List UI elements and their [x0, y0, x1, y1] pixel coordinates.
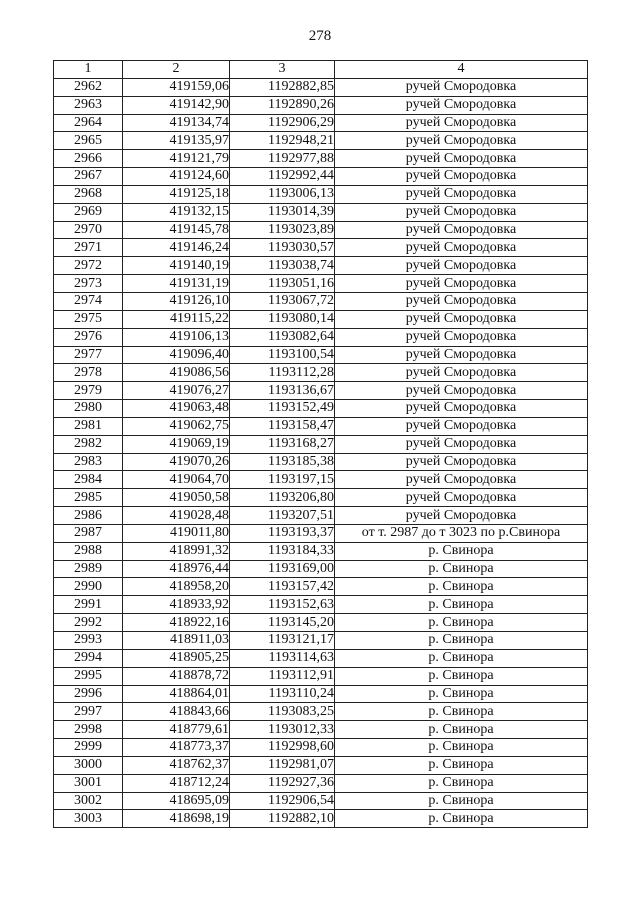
y-coordinate-cell: 1193114,63 — [230, 649, 335, 667]
point-number-cell: 2984 — [54, 471, 123, 489]
x-coordinate-cell: 419086,56 — [123, 364, 230, 382]
point-number-cell: 2965 — [54, 132, 123, 150]
description-cell: ручей Смородовка — [335, 78, 588, 96]
point-number-cell: 2977 — [54, 346, 123, 364]
x-coordinate-cell: 419063,48 — [123, 400, 230, 418]
y-coordinate-cell: 1193136,67 — [230, 382, 335, 400]
x-coordinate-cell: 419140,19 — [123, 257, 230, 275]
header-col-1: 1 — [54, 61, 123, 79]
table-row — [54, 721, 588, 739]
y-coordinate-cell: 1193082,64 — [230, 328, 335, 346]
description-cell: р. Свинора — [335, 667, 588, 685]
table-row — [54, 96, 588, 114]
table-row — [54, 792, 588, 810]
table-row — [54, 132, 588, 150]
description-cell: р. Свинора — [335, 792, 588, 810]
point-number-cell: 2964 — [54, 114, 123, 132]
point-number-cell: 2969 — [54, 203, 123, 221]
x-coordinate-cell: 418991,32 — [123, 542, 230, 560]
y-coordinate-cell: 1193112,91 — [230, 667, 335, 685]
description-cell: ручей Смородовка — [335, 221, 588, 239]
y-coordinate-cell: 1193110,24 — [230, 685, 335, 703]
table-row — [54, 667, 588, 685]
table-row — [54, 810, 588, 828]
point-number-cell: 2970 — [54, 221, 123, 239]
point-number-cell: 2990 — [54, 578, 123, 596]
description-cell: ручей Смородовка — [335, 132, 588, 150]
y-coordinate-cell: 1193168,27 — [230, 435, 335, 453]
point-number-cell: 2989 — [54, 560, 123, 578]
x-coordinate-cell: 418762,37 — [123, 756, 230, 774]
description-cell: ручей Смородовка — [335, 489, 588, 507]
point-number-cell: 2988 — [54, 542, 123, 560]
y-coordinate-cell: 1193193,37 — [230, 524, 335, 542]
table-row — [54, 739, 588, 757]
x-coordinate-cell: 419126,10 — [123, 292, 230, 310]
point-number-cell: 2974 — [54, 292, 123, 310]
table-row — [54, 614, 588, 632]
description-cell: р. Свинора — [335, 721, 588, 739]
point-number-cell: 2978 — [54, 364, 123, 382]
point-number-cell: 2975 — [54, 310, 123, 328]
table-row — [54, 221, 588, 239]
y-coordinate-cell: 1193051,16 — [230, 275, 335, 293]
point-number-cell: 2972 — [54, 257, 123, 275]
point-number-cell: 2994 — [54, 649, 123, 667]
point-number-cell: 2985 — [54, 489, 123, 507]
description-cell: ручей Смородовка — [335, 257, 588, 275]
description-cell: ручей Смородовка — [335, 239, 588, 257]
y-coordinate-cell: 1193067,72 — [230, 292, 335, 310]
description-cell: р. Свинора — [335, 756, 588, 774]
x-coordinate-cell: 419115,22 — [123, 310, 230, 328]
y-coordinate-cell: 1193207,51 — [230, 507, 335, 525]
table-row — [54, 524, 588, 542]
x-coordinate-cell: 419135,97 — [123, 132, 230, 150]
point-number-cell: 2993 — [54, 632, 123, 650]
point-number-cell: 2968 — [54, 185, 123, 203]
y-coordinate-cell: 1192998,60 — [230, 739, 335, 757]
y-coordinate-cell: 1192977,88 — [230, 150, 335, 168]
description-cell: ручей Смородовка — [335, 292, 588, 310]
x-coordinate-cell: 418911,03 — [123, 632, 230, 650]
table-row — [54, 453, 588, 471]
table-row — [54, 292, 588, 310]
y-coordinate-cell: 1193030,57 — [230, 239, 335, 257]
table-row — [54, 507, 588, 525]
point-number-cell: 3002 — [54, 792, 123, 810]
y-coordinate-cell: 1193206,80 — [230, 489, 335, 507]
y-coordinate-cell: 1193112,28 — [230, 364, 335, 382]
x-coordinate-cell: 418779,61 — [123, 721, 230, 739]
description-cell: р. Свинора — [335, 810, 588, 828]
header-col-4: 4 — [335, 61, 588, 79]
point-number-cell: 2973 — [54, 275, 123, 293]
description-cell: р. Свинора — [335, 649, 588, 667]
description-cell: ручей Смородовка — [335, 400, 588, 418]
x-coordinate-cell: 419131,19 — [123, 275, 230, 293]
x-coordinate-cell: 419124,60 — [123, 168, 230, 186]
description-cell: р. Свинора — [335, 739, 588, 757]
y-coordinate-cell: 1193145,20 — [230, 614, 335, 632]
description-cell: ручей Смородовка — [335, 96, 588, 114]
description-cell: ручей Смородовка — [335, 346, 588, 364]
x-coordinate-cell: 418976,44 — [123, 560, 230, 578]
y-coordinate-cell: 1192981,07 — [230, 756, 335, 774]
y-coordinate-cell: 1193169,00 — [230, 560, 335, 578]
table-row — [54, 578, 588, 596]
point-number-cell: 2967 — [54, 168, 123, 186]
y-coordinate-cell: 1193152,63 — [230, 596, 335, 614]
table-row — [54, 239, 588, 257]
point-number-cell: 2982 — [54, 435, 123, 453]
table-row — [54, 632, 588, 650]
table-row — [54, 417, 588, 435]
description-cell: ручей Смородовка — [335, 168, 588, 186]
y-coordinate-cell: 1193158,47 — [230, 417, 335, 435]
point-number-cell: 2999 — [54, 739, 123, 757]
y-coordinate-cell: 1193121,17 — [230, 632, 335, 650]
x-coordinate-cell: 419064,70 — [123, 471, 230, 489]
table-row — [54, 471, 588, 489]
description-cell: ручей Смородовка — [335, 471, 588, 489]
x-coordinate-cell: 418933,92 — [123, 596, 230, 614]
description-cell: р. Свинора — [335, 578, 588, 596]
y-coordinate-cell: 1192948,21 — [230, 132, 335, 150]
point-number-cell: 2995 — [54, 667, 123, 685]
point-number-cell: 2997 — [54, 703, 123, 721]
x-coordinate-cell: 419146,24 — [123, 239, 230, 257]
x-coordinate-cell: 419062,75 — [123, 417, 230, 435]
x-coordinate-cell: 419096,40 — [123, 346, 230, 364]
table-body — [54, 78, 588, 827]
point-number-cell: 2987 — [54, 524, 123, 542]
x-coordinate-cell: 418878,72 — [123, 667, 230, 685]
description-cell: ручей Смородовка — [335, 328, 588, 346]
table-row — [54, 703, 588, 721]
point-number-cell: 2992 — [54, 614, 123, 632]
point-number-cell: 2963 — [54, 96, 123, 114]
table-row — [54, 346, 588, 364]
point-number-cell: 3003 — [54, 810, 123, 828]
description-cell: от т. 2987 до т 3023 по р.Свинора — [335, 524, 588, 542]
point-number-cell: 3001 — [54, 774, 123, 792]
x-coordinate-cell: 418864,01 — [123, 685, 230, 703]
x-coordinate-cell: 419076,27 — [123, 382, 230, 400]
point-number-cell: 2981 — [54, 417, 123, 435]
x-coordinate-cell: 418695,09 — [123, 792, 230, 810]
description-cell: р. Свинора — [335, 632, 588, 650]
description-cell: ручей Смородовка — [335, 114, 588, 132]
table-row — [54, 489, 588, 507]
x-coordinate-cell: 419050,58 — [123, 489, 230, 507]
y-coordinate-cell: 1193152,49 — [230, 400, 335, 418]
y-coordinate-cell: 1192992,44 — [230, 168, 335, 186]
y-coordinate-cell: 1192927,36 — [230, 774, 335, 792]
description-cell: ручей Смородовка — [335, 507, 588, 525]
description-cell: ручей Смородовка — [335, 275, 588, 293]
y-coordinate-cell: 1193012,33 — [230, 721, 335, 739]
point-number-cell: 2998 — [54, 721, 123, 739]
x-coordinate-cell: 419142,90 — [123, 96, 230, 114]
table-row — [54, 542, 588, 560]
y-coordinate-cell: 1193197,15 — [230, 471, 335, 489]
table-header-row — [54, 61, 588, 79]
table-row — [54, 168, 588, 186]
point-number-cell: 2980 — [54, 400, 123, 418]
description-cell: ручей Смородовка — [335, 453, 588, 471]
table-row — [54, 185, 588, 203]
table-row — [54, 114, 588, 132]
y-coordinate-cell: 1193185,38 — [230, 453, 335, 471]
y-coordinate-cell: 1193006,13 — [230, 185, 335, 203]
y-coordinate-cell: 1193023,89 — [230, 221, 335, 239]
description-cell: ручей Смородовка — [335, 150, 588, 168]
description-cell: р. Свинора — [335, 774, 588, 792]
y-coordinate-cell: 1193184,33 — [230, 542, 335, 560]
x-coordinate-cell: 419028,48 — [123, 507, 230, 525]
point-number-cell: 2971 — [54, 239, 123, 257]
description-cell: ручей Смородовка — [335, 310, 588, 328]
table-row — [54, 328, 588, 346]
y-coordinate-cell: 1192906,29 — [230, 114, 335, 132]
table-row — [54, 685, 588, 703]
y-coordinate-cell: 1193014,39 — [230, 203, 335, 221]
point-number-cell: 2976 — [54, 328, 123, 346]
table-row — [54, 310, 588, 328]
y-coordinate-cell: 1193083,25 — [230, 703, 335, 721]
table-row — [54, 435, 588, 453]
x-coordinate-cell: 418958,20 — [123, 578, 230, 596]
x-coordinate-cell: 418712,24 — [123, 774, 230, 792]
table-row — [54, 774, 588, 792]
description-cell: р. Свинора — [335, 703, 588, 721]
page-number: 278 — [308, 28, 332, 44]
table-row — [54, 257, 588, 275]
header-col-2: 2 — [123, 61, 230, 79]
x-coordinate-cell: 419106,13 — [123, 328, 230, 346]
x-coordinate-cell: 418698,19 — [123, 810, 230, 828]
x-coordinate-cell: 418773,37 — [123, 739, 230, 757]
y-coordinate-cell: 1192890,26 — [230, 96, 335, 114]
x-coordinate-cell: 418843,66 — [123, 703, 230, 721]
y-coordinate-cell: 1193157,42 — [230, 578, 335, 596]
y-coordinate-cell: 1192882,10 — [230, 810, 335, 828]
x-coordinate-cell: 419159,06 — [123, 78, 230, 96]
table-row — [54, 382, 588, 400]
description-cell: р. Свинора — [335, 685, 588, 703]
y-coordinate-cell: 1193080,14 — [230, 310, 335, 328]
x-coordinate-cell: 419125,18 — [123, 185, 230, 203]
x-coordinate-cell: 419134,74 — [123, 114, 230, 132]
table-row — [54, 756, 588, 774]
point-number-cell: 2986 — [54, 507, 123, 525]
description-cell: ручей Смородовка — [335, 203, 588, 221]
point-number-cell: 2966 — [54, 150, 123, 168]
table-row — [54, 596, 588, 614]
table-row — [54, 364, 588, 382]
description-cell: р. Свинора — [335, 614, 588, 632]
table-row — [54, 275, 588, 293]
table-row — [54, 203, 588, 221]
point-number-cell: 3000 — [54, 756, 123, 774]
point-number-cell: 2979 — [54, 382, 123, 400]
y-coordinate-cell: 1192906,54 — [230, 792, 335, 810]
x-coordinate-cell: 419069,19 — [123, 435, 230, 453]
x-coordinate-cell: 418905,25 — [123, 649, 230, 667]
description-cell: ручей Смородовка — [335, 417, 588, 435]
description-cell: р. Свинора — [335, 596, 588, 614]
table-row — [54, 649, 588, 667]
header-col-3: 3 — [230, 61, 335, 79]
x-coordinate-cell: 419011,80 — [123, 524, 230, 542]
coordinates-table — [53, 60, 588, 828]
x-coordinate-cell: 419121,79 — [123, 150, 230, 168]
y-coordinate-cell: 1193038,74 — [230, 257, 335, 275]
table-row — [54, 150, 588, 168]
x-coordinate-cell: 419145,78 — [123, 221, 230, 239]
description-cell: ручей Смородовка — [335, 382, 588, 400]
point-number-cell: 2983 — [54, 453, 123, 471]
y-coordinate-cell: 1193100,54 — [230, 346, 335, 364]
table-row — [54, 400, 588, 418]
table-row — [54, 78, 588, 96]
description-cell: р. Свинора — [335, 560, 588, 578]
point-number-cell: 2991 — [54, 596, 123, 614]
x-coordinate-cell: 419132,15 — [123, 203, 230, 221]
table-row — [54, 560, 588, 578]
description-cell: ручей Смородовка — [335, 364, 588, 382]
description-cell: ручей Смородовка — [335, 185, 588, 203]
x-coordinate-cell: 419070,26 — [123, 453, 230, 471]
y-coordinate-cell: 1192882,85 — [230, 78, 335, 96]
point-number-cell: 2962 — [54, 78, 123, 96]
description-cell: ручей Смородовка — [335, 435, 588, 453]
x-coordinate-cell: 418922,16 — [123, 614, 230, 632]
description-cell: р. Свинора — [335, 542, 588, 560]
point-number-cell: 2996 — [54, 685, 123, 703]
